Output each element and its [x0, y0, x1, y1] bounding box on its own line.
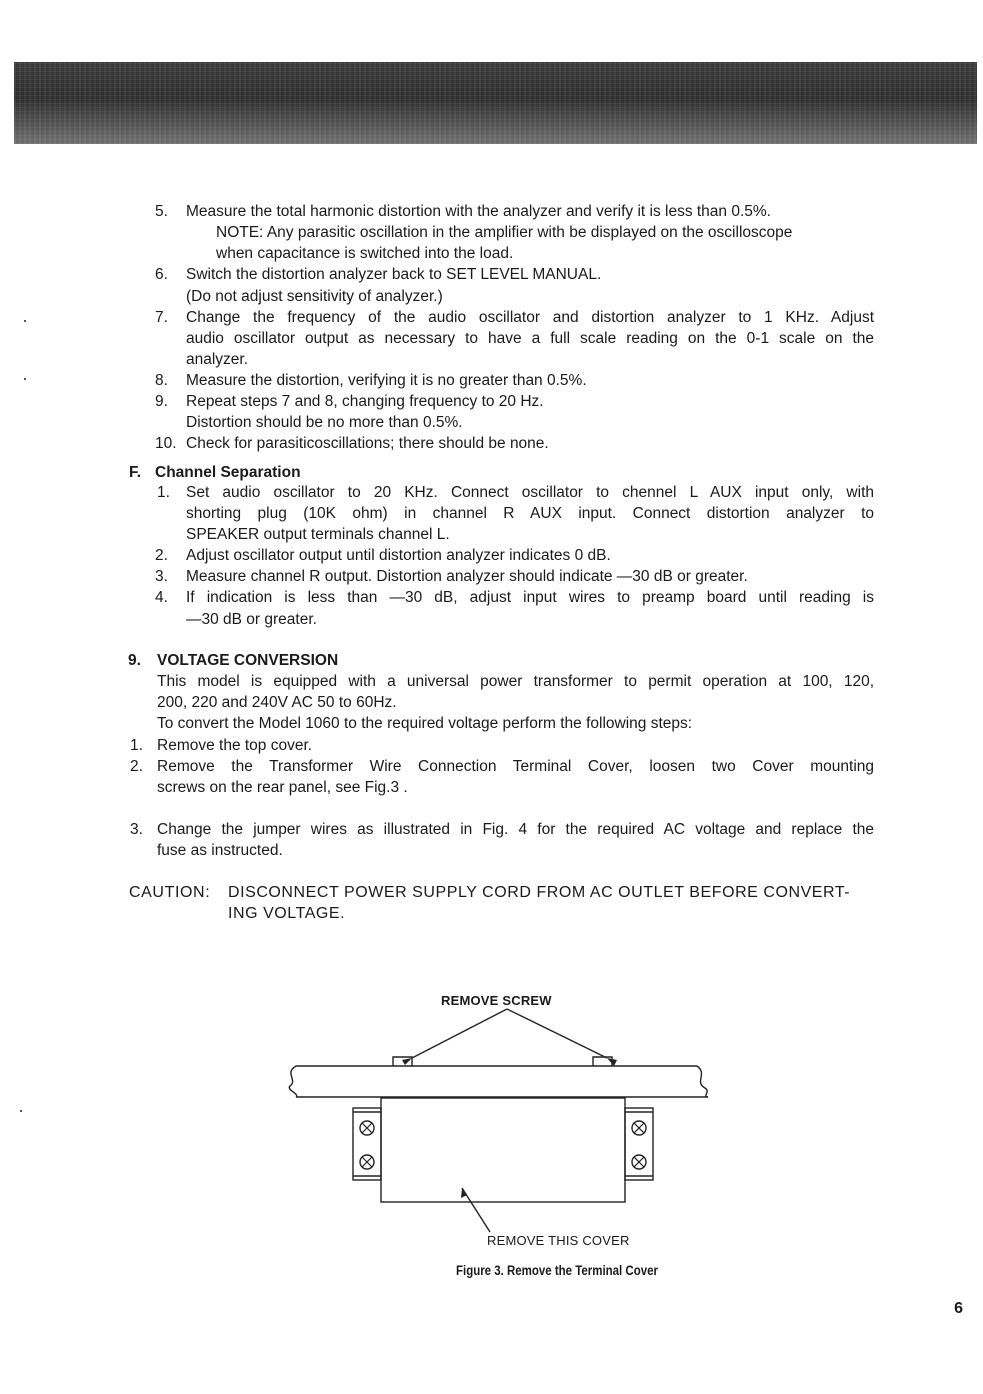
list-number: 8. — [155, 372, 168, 389]
margin-mark — [20, 1110, 22, 1112]
figure-caption: Figure 3. Remove the Terminal Cover — [456, 1263, 658, 1278]
list-item: Measure the total harmonic distortion with the analyzer and verify it is less than 0.5%. — [186, 203, 771, 220]
list-number: 1. — [157, 484, 170, 501]
list-item: Remove the top cover. — [157, 737, 313, 754]
header-bar — [14, 62, 977, 144]
list-item-sub: Distortion should be no more than 0.5%. — [186, 414, 463, 431]
intro-text: This model is equipped with a universal power transformer to permit operation at 100, 120, — [157, 673, 874, 690]
caution-text: ING VOLTAGE. — [228, 905, 346, 922]
list-number: 5. — [155, 203, 168, 220]
list-number: 2. — [130, 758, 143, 775]
list-number: 3. — [155, 568, 168, 585]
list-item: If indication is less than —30 dB, adjust input wires to preamp board until reading is — [186, 589, 874, 606]
list-number: 7. — [155, 309, 168, 326]
list-number: 6. — [155, 266, 168, 283]
section-letter: F. — [129, 464, 142, 481]
list-item: Measure the distortion, verifying it is no greater than 0.5%. — [186, 372, 587, 389]
list-item: Measure channel R output. Distortion analyzer should indicate —30 dB or greater. — [186, 568, 748, 585]
list-item: Check for parasiticoscillations; there should be none. — [186, 435, 549, 452]
list-item: Change the frequency of the audio oscillator and distortion analyzer to 1 KHz. Adjust — [186, 309, 874, 326]
list-number: 10. — [155, 435, 177, 452]
section-number: 9. — [128, 652, 141, 669]
section-heading: VOLTAGE CONVERSION — [157, 652, 339, 669]
list-item: fuse as instructed. — [157, 842, 283, 859]
section-heading: Channel Separation — [155, 464, 301, 481]
list-item: Repeat steps 7 and 8, changing frequency to 20 Hz. — [186, 393, 544, 410]
note-text: NOTE: Any parasitic oscillation in the amplifier with be displayed on the oscilloscope — [216, 224, 793, 241]
page-number: 6 — [954, 1300, 963, 1317]
label-remove-screw: REMOVE SCREW — [441, 993, 552, 1008]
note-text: when capacitance is switched into the load. — [216, 245, 514, 262]
margin-mark — [24, 320, 26, 322]
list-item: shorting plug (10K ohm) in channel R AUX input. Connect distortion analyzer to — [186, 505, 874, 522]
list-item: —30 dB or greater. — [186, 611, 317, 628]
label-remove-cover: REMOVE THIS COVER — [487, 1233, 630, 1248]
list-number: 3. — [130, 821, 143, 838]
margin-mark — [24, 378, 26, 380]
list-item: Set audio oscillator to 20 KHz. Connect oscillator to chennel L AUX input only, with — [186, 484, 874, 501]
list-item: audio oscillator output as necessary to have a full scale reading on the 0-1 scale on the — [186, 330, 874, 347]
intro-text: To convert the Model 1060 to the required voltage perform the following steps: — [157, 715, 693, 732]
caution-label: CAUTION: — [129, 884, 211, 901]
intro-text: 200, 220 and 240V AC 50 to 60Hz. — [157, 694, 397, 711]
list-item-sub: (Do not adjust sensitivity of analyzer.) — [186, 288, 443, 305]
list-number: 1. — [130, 737, 143, 754]
list-item: SPEAKER output terminals channel L. — [186, 526, 450, 543]
caution-text: DISCONNECT POWER SUPPLY CORD FROM AC OUTLET BEFORE CONVERT- — [228, 884, 851, 901]
list-item: Change the jumper wires as illustrated in Fig. 4 for the required AC voltage and replace the — [157, 821, 874, 838]
list-item: Remove the Transformer Wire Connection Terminal Cover, loosen two Cover mounting — [157, 758, 874, 775]
list-number: 4. — [155, 589, 168, 606]
list-item: Adjust oscillator output until distortion analyzer indicates 0 dB. — [186, 547, 611, 564]
list-item: screws on the rear panel, see Fig.3 . — [157, 779, 408, 796]
list-number: 9. — [155, 393, 168, 410]
list-number: 2. — [155, 547, 168, 564]
list-item: analyzer. — [186, 351, 249, 368]
list-item: Switch the distortion analyzer back to SET LEVEL MANUAL. — [186, 266, 602, 283]
